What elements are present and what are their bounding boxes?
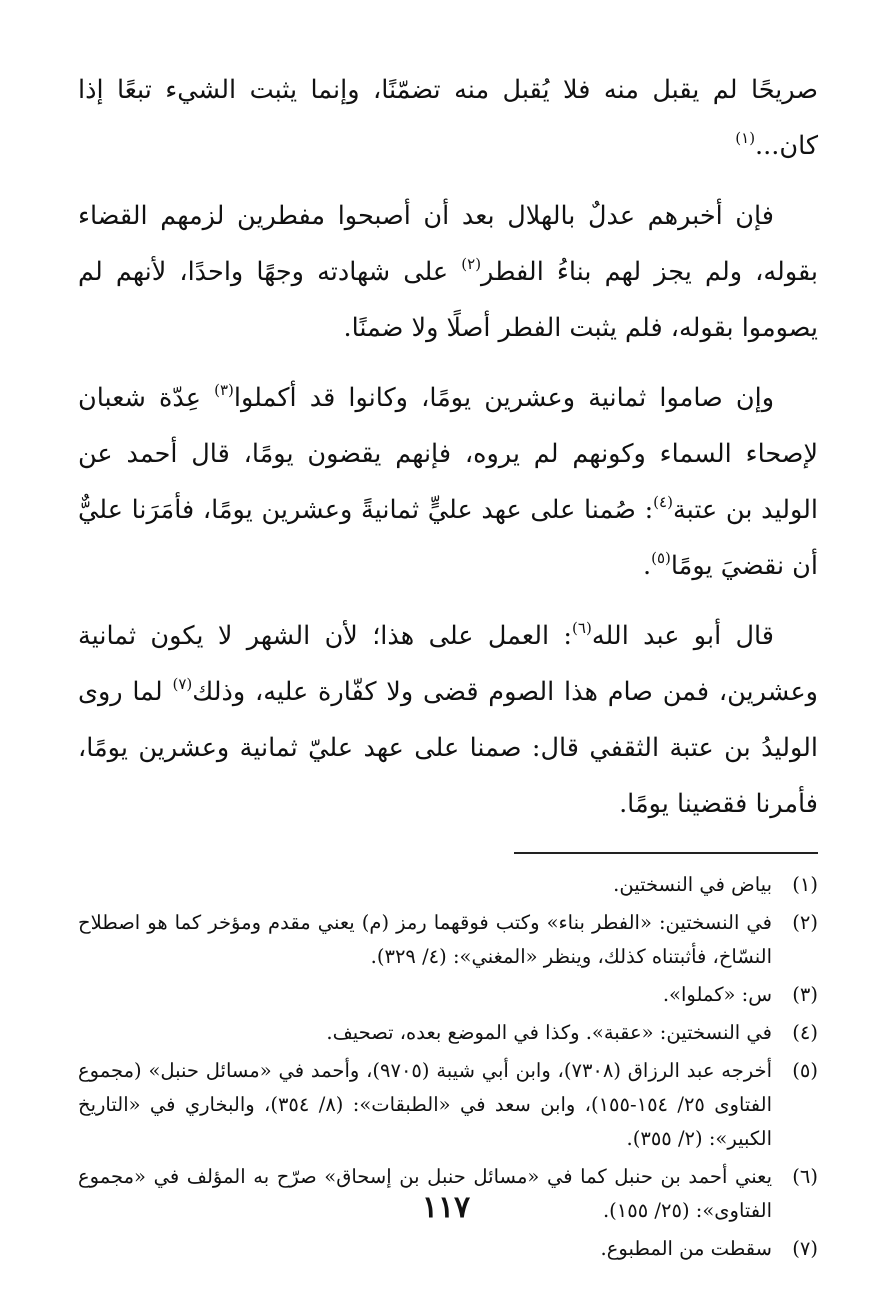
footnote-number: (٥)	[792, 1059, 818, 1082]
page-number: ١١٧	[421, 1190, 471, 1225]
footnote-ref: (٣)	[214, 380, 234, 399]
footnote-number: (٢)	[792, 911, 818, 934]
paragraph-text: .	[643, 551, 652, 581]
paragraph-text: قال أبو عبد الله	[591, 621, 775, 651]
footnote-number: (٦)	[792, 1165, 818, 1188]
footnote-text: يعني أحمد بن حنبل كما في «مسائل حنبل بن إسحاق» صرّح به المؤلف في «مجموع الفتاوى»: (٢٥/ ١٥٥).	[78, 1165, 772, 1222]
footnote-number: (٧)	[792, 1237, 818, 1260]
footnote-text: سقطت من المطبوع.	[600, 1237, 772, 1260]
footnote-text: بياض في النسختين.	[613, 873, 772, 896]
paragraph-1	[78, 62, 818, 174]
footnote-ref: (٤)	[653, 492, 673, 511]
footnote-item	[78, 1054, 818, 1156]
footnote-item	[78, 906, 818, 974]
footnote-text: س: «كملوا».	[662, 983, 772, 1006]
footnote-text: في النسختين: «الفطر بناء» وكتب فوقهما رمز (م) يعني مقدم ومؤخر كما هو اصطلاح النسّاخ، فأثبتناه كذلك، وينظر «المغني»: (٤/ ٣٢٩).	[78, 911, 772, 968]
footnote-item	[78, 978, 818, 1012]
paragraph-text: على شهادته وجهًا واحدًا، لأنهم لم يصوموا بقوله، فلم يثبت الفطر أصلًا ولا ضمنًا.	[78, 257, 818, 343]
footnote-ref: (٢)	[461, 254, 482, 273]
paragraph-text: : صُمنا على عهد عليٍّ ثمانيةً وعشرين يومًا، فأمَرَنا عليٌّ أن نقضيَ يومًا	[78, 495, 818, 581]
footnote-ref: (٥)	[651, 548, 671, 567]
page-content	[78, 62, 818, 1270]
footnote-text: في النسختين: «عقبة». وكذا في الموضع بعده، تصحيف.	[326, 1021, 772, 1044]
footnote-separator	[514, 852, 818, 854]
footnote-number: (٣)	[792, 983, 818, 1006]
paragraph-text: صريحًا لم يقبل منه فلا يُقبل منه تضمّنًا، وإنما يثبت الشيء تبعًا إذا كان...	[78, 75, 818, 161]
footnote-text: أخرجه عبد الرزاق (٧٣٠٨)، وابن أبي شيبة (٩٧٠٥)، وأحمد في «مسائل حنبل» (مجموع الفتاوى ٢٥/ ١٥٤-١٥٥)، وابن سعد في «الطبقات»: (٨/ ٣٥٤)، والبخاري في «التاريخ الكبير»: (٢/ ٣٥٥).	[78, 1059, 773, 1150]
footnote-ref: (٦)	[572, 618, 592, 637]
paragraph-text: لما روى الوليدُ بن عتبة الثقفي قال: صمنا على عهد عليّ ثمانية وعشرين يومًا، فأمرنا فقضينا يومًا.	[78, 677, 818, 819]
footnote-item	[78, 1232, 818, 1266]
paragraph-text: عِدّة شعبان لإصحاء السماء وكونهم لم يروه، فإنهم يقضون يومًا، قال أحمد عن الوليد بن عتبة	[78, 383, 818, 525]
paragraph-text: : العمل على هذا؛ لأن الشهر لا يكون ثمانية وعشرين، فمن صام هذا الصوم قضى ولا كفّارة عليه، وذلك	[78, 621, 818, 707]
paragraph-text: فإن أخبرهم عدلٌ بالهلال بعد أن أصبحوا مفطرين لزمهم القضاء بقوله، ولم يجز لهم بناءُ الفطر	[78, 201, 818, 287]
footnote-item	[78, 1016, 818, 1050]
paragraph-3	[78, 370, 818, 594]
paragraph-text: وإن صاموا ثمانية وعشرين يومًا، وكانوا قد أكملوا	[233, 383, 775, 413]
paragraph-4	[78, 608, 818, 832]
footnote-number: (٤)	[792, 1021, 818, 1044]
footnote-item	[78, 868, 818, 902]
paragraph-2	[78, 188, 818, 356]
footnote-number: (١)	[792, 873, 818, 896]
footnote-ref: (٧)	[172, 674, 193, 693]
footnote-ref: (١)	[735, 128, 756, 147]
